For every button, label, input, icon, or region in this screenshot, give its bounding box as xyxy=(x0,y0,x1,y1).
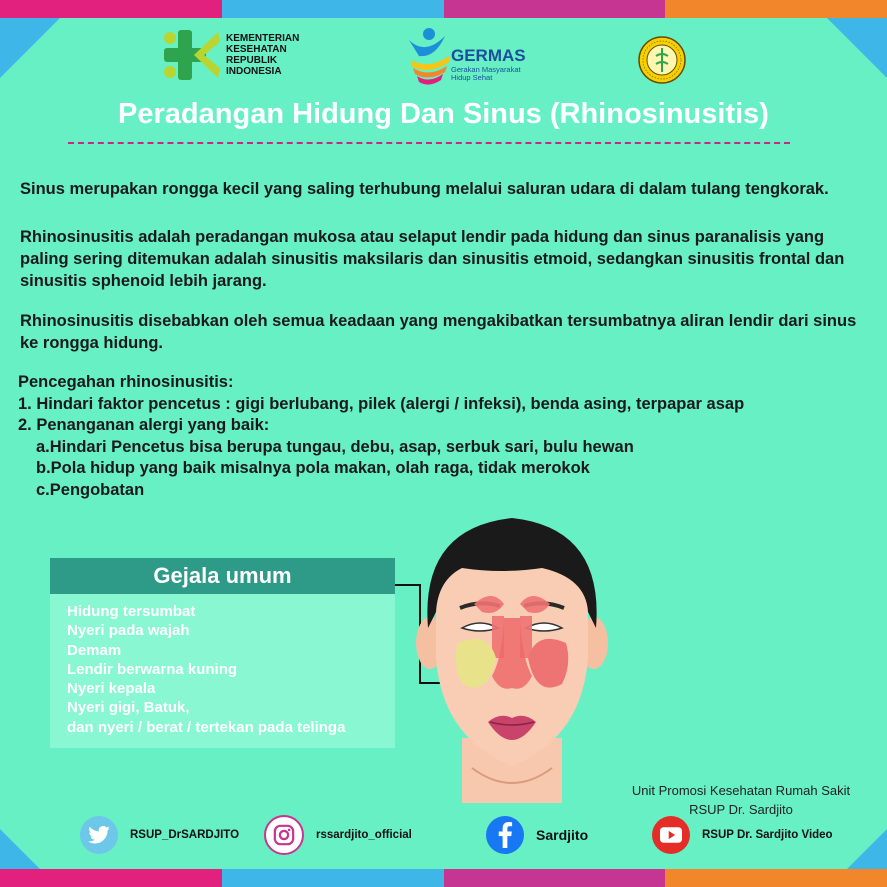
prevention-item: 2. Penanganan alergi yang baik: xyxy=(18,416,270,434)
symptom-item: Nyeri pada wajah xyxy=(67,622,190,640)
cause-paragraph: Rhinosinusitis disebabkan oleh semua keadaan yang mengakibatkan tersumbatnya aliran lendir dari sinus ke rongga hidung. xyxy=(20,312,857,352)
facebook-handle: Sardjito xyxy=(536,827,589,843)
prevention-subitem: c.Pengobatan xyxy=(36,480,145,499)
instagram-link[interactable] xyxy=(264,812,412,858)
kemenkes-line: KEMENTERIAN xyxy=(226,33,300,44)
corner-decoration xyxy=(0,18,60,78)
rsup-sardjito-seal-icon xyxy=(638,36,686,84)
definition-paragraph: Rhinosinusitis adalah peradangan mukosa atau selaput lendir pada hidung dan sinus paranalisis yang paling sering ditemukan adalah sinusitis maksilaris dan sinusitis etmoid, sedangkan sinusitis frontal dan sinusitis sphenoid lebih jarang. xyxy=(20,228,845,290)
prevention-section xyxy=(18,372,878,501)
twitter-handle: RSUP_DrSARDJITO xyxy=(130,829,240,841)
symptoms-list xyxy=(50,594,395,737)
facebook-link[interactable] xyxy=(486,812,588,858)
germas-logo xyxy=(405,26,545,88)
germas-logo-icon xyxy=(405,26,453,88)
kemenkes-logo xyxy=(160,24,320,86)
kemenkes-line: INDONESIA xyxy=(226,66,282,77)
symptom-item: Demam xyxy=(67,641,122,659)
kemenkes-line: KESEHATAN xyxy=(226,44,287,55)
symptom-item: Hidung tersumbat xyxy=(67,603,196,620)
prevention-subitem: a.Hindari Pencetus bisa berupa tungau, debu, asap, serbuk sari, bulu hewan xyxy=(36,437,634,456)
youtube-handle: RSUP Dr. Sardjito Video xyxy=(702,829,833,841)
symptom-item: Nyeri gigi, Batuk, xyxy=(67,699,190,717)
instagram-handle: rssardjito_official xyxy=(316,829,412,841)
symptoms-header: Gejala umum xyxy=(50,558,395,594)
youtube-link[interactable] xyxy=(652,812,833,858)
corner-decoration xyxy=(827,18,887,78)
facebook-icon xyxy=(486,816,524,854)
symptoms-card xyxy=(50,558,395,748)
bottom-color-bar xyxy=(0,869,887,887)
germas-subtitle xyxy=(451,66,521,82)
top-color-bar xyxy=(0,0,887,18)
kemenkes-logo-icon xyxy=(160,26,222,84)
instagram-icon xyxy=(264,815,304,855)
germas-subtitle-line: Hidup Sehat xyxy=(451,73,493,82)
symptom-item: dan nyeri / berat / tertekan pada telinga xyxy=(67,718,346,736)
germas-title: GERMAS xyxy=(451,46,526,65)
germas-subtitle-line: Gerakan Masyarakat xyxy=(451,65,521,74)
prevention-subitem: b.Pola hidup yang baik misalnya pola makan, olah raga, tidak merokok xyxy=(36,459,590,477)
org-line: RSUP Dr. Sardjito xyxy=(689,802,793,817)
twitter-link[interactable] xyxy=(80,812,239,858)
youtube-icon xyxy=(652,816,690,854)
symptom-item: Nyeri kepala xyxy=(67,680,156,698)
symptom-item: Lendir berwarna kuning xyxy=(67,660,238,678)
corner-decoration xyxy=(847,829,887,869)
corner-decoration xyxy=(0,829,40,869)
prevention-item: 1. Hindari faktor pencetus : gigi berlubang, pilek (alergi / infeksi), benda asing, terpapar asap xyxy=(18,394,745,413)
twitter-icon xyxy=(80,816,118,854)
org-line: Unit Promosi Kesehatan Rumah Sakit xyxy=(631,783,851,798)
page-title: Peradangan Hidung Dan Sinus (Rhinosinusitis) xyxy=(118,98,769,130)
title-divider xyxy=(68,142,790,144)
intro-paragraph: Sinus merupakan rongga kecil yang saling terhubung melalui saluran udara di dalam tulang tengkorak. xyxy=(20,180,829,198)
face-sinus-illustration-icon xyxy=(392,508,632,803)
prevention-heading: Pencegahan rhinosinusitis: xyxy=(18,373,234,391)
kemenkes-line: REPUBLIK xyxy=(226,55,278,66)
